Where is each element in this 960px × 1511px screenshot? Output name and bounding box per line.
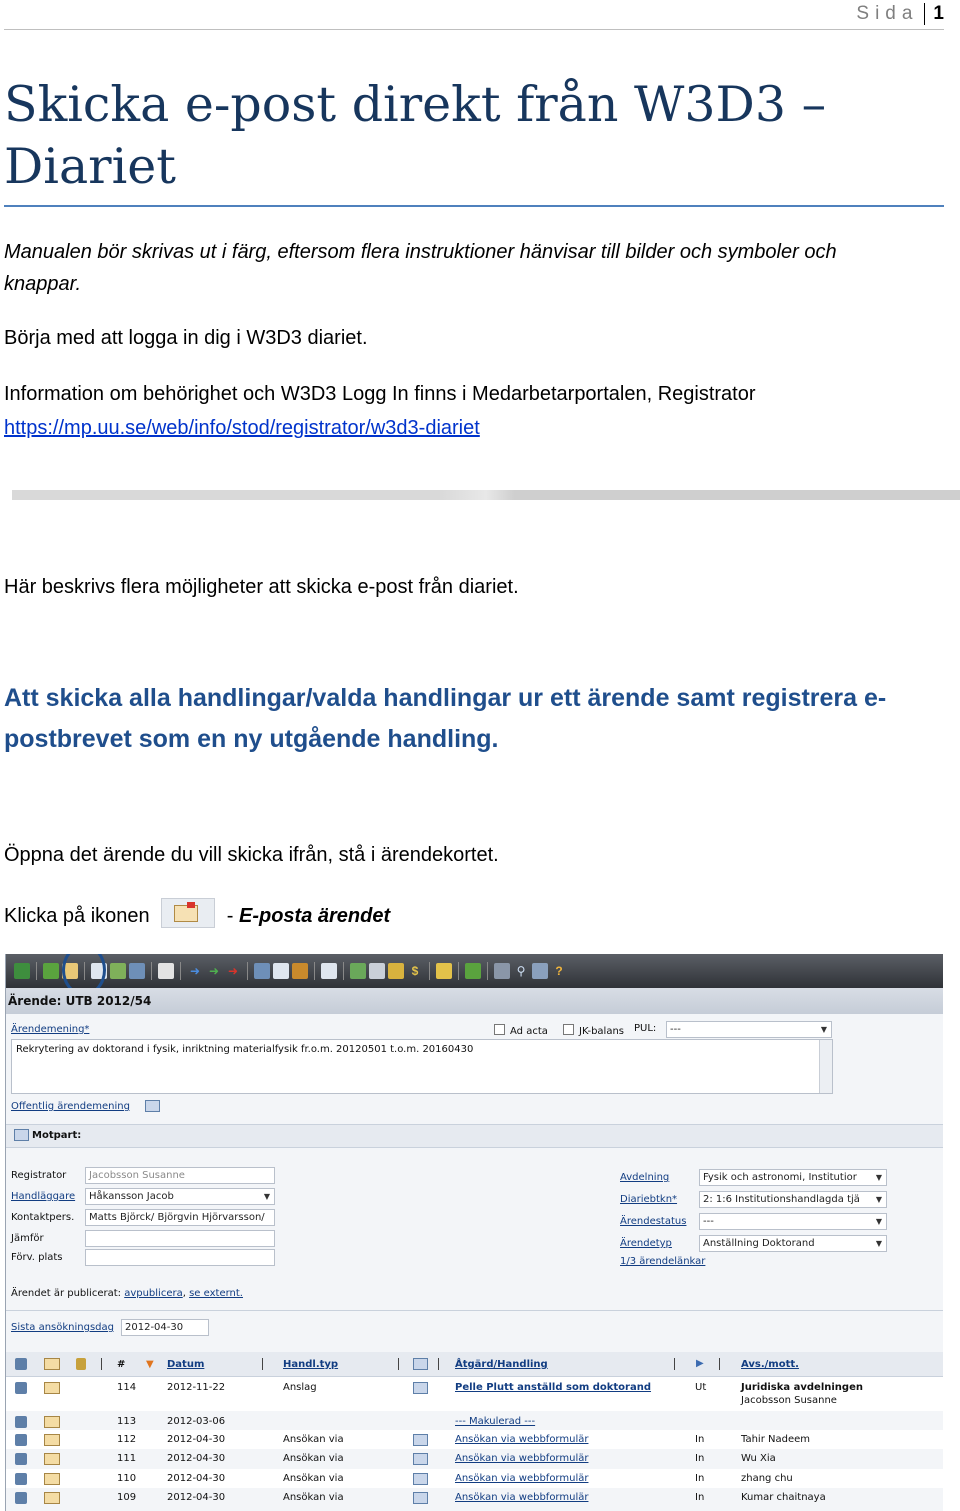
title-underline [4, 205, 944, 207]
arrow-red-icon[interactable]: ➜ [227, 964, 239, 978]
col-datum[interactable]: Datum [167, 1359, 205, 1370]
doc-icon[interactable] [413, 1453, 428, 1465]
cell-datum: 2012-11-22 [167, 1382, 226, 1393]
avdelning-select[interactable]: Fysik och astronomi, Institutior ▼ [699, 1169, 887, 1186]
trash-icon[interactable] [15, 1416, 27, 1428]
cell-datum: 2012-04-30 [167, 1434, 226, 1445]
cell-io: In [695, 1434, 705, 1445]
motpart-label: Motpart: [32, 1130, 82, 1141]
se-externt-link[interactable]: se externt. [189, 1288, 243, 1299]
cell-atgard[interactable]: --- Makulerad --- [455, 1416, 536, 1427]
cell-io: In [695, 1492, 705, 1503]
cell-atgard[interactable]: Ansökan via webbformulär [455, 1473, 589, 1484]
email-case-icon [161, 898, 215, 928]
doc-icon[interactable] [413, 1473, 428, 1485]
mail-icon[interactable] [44, 1492, 60, 1504]
trash-icon[interactable] [15, 1473, 27, 1485]
motpart-icon[interactable] [14, 1129, 29, 1141]
cell-typ: Ansökan via [283, 1453, 344, 1464]
cell-atgard[interactable]: Pelle Plutt anställd som doktorand [455, 1382, 652, 1393]
search-icon[interactable]: ⚲ [516, 964, 526, 978]
section-heading: Att skicka alla handlingar/valda handlingar ur ett ärende samt registrera e-postbrevet som en ny utgående handling. [4, 684, 887, 753]
cell-nr: 112 [117, 1434, 137, 1445]
col-handltyp[interactable]: Handl.typ [283, 1359, 339, 1370]
avdelning-label[interactable]: Avdelning [620, 1172, 670, 1183]
click-dash: - [226, 905, 239, 927]
arendemening-label[interactable]: Ärendemening* [11, 1024, 90, 1035]
table-row[interactable] [6, 1377, 943, 1411]
cell-avs: Kumar chaitnaya [741, 1492, 826, 1503]
copy-icon[interactable] [273, 963, 289, 979]
jk-balans-checkbox[interactable]: JK-balans [563, 1024, 624, 1037]
para-open: Öppna det ärende du vill skicka ifrån, stå i ärendekortet. [4, 844, 499, 866]
settings-icon[interactable] [532, 963, 548, 979]
click-prefix: Klicka på ikonen [4, 905, 150, 927]
ad-acta-checkbox[interactable]: Ad acta [494, 1024, 548, 1037]
cell-nr: 109 [117, 1492, 137, 1503]
arende-title-bar: Ärende: UTB 2012/54 [6, 988, 943, 1014]
offentlig-arendemening-link[interactable]: Offentlig ärendemening [11, 1101, 130, 1112]
diariebtkn-label[interactable]: Diariebtkn* [620, 1194, 678, 1205]
diariebtkn-select[interactable]: 2: 1:6 Institutionshandlagda tjä ▼ [699, 1191, 887, 1208]
motpart-bar [6, 1124, 943, 1148]
document-title: Skicka e-post direkt från W3D3 – Diariet [4, 76, 827, 195]
mail-icon[interactable] [44, 1382, 60, 1394]
table-row[interactable] [6, 1469, 943, 1488]
trash-icon[interactable] [15, 1434, 27, 1446]
cell-nr: 111 [117, 1453, 137, 1464]
arendetyp-select[interactable]: Anställning Doktorand ▼ [699, 1235, 887, 1252]
copy-text-icon[interactable] [145, 1100, 160, 1112]
jamfor-input[interactable] [85, 1230, 275, 1247]
doc-icon[interactable] [413, 1358, 428, 1370]
cell-atgard[interactable]: Ansökan via webbformulär [455, 1453, 589, 1464]
cell-nr: 110 [117, 1473, 137, 1484]
sista-ansokningsdag-input[interactable]: 2012-04-30 [121, 1319, 209, 1336]
w3d3-screenshot [5, 954, 943, 1511]
tools-icon[interactable] [292, 963, 308, 979]
table-row[interactable] [6, 1449, 943, 1468]
folders-icon[interactable] [436, 963, 452, 979]
registrator-input[interactable]: Jacobsson Susanne [85, 1167, 275, 1184]
table-row[interactable] [6, 1430, 943, 1449]
arendetyp-label[interactable]: Ärendetyp [620, 1238, 672, 1249]
cell-avs2: Jacobsson Susanne [741, 1395, 837, 1406]
table-icon[interactable] [321, 963, 337, 979]
avpublicera-link[interactable]: avpublicera [124, 1288, 183, 1299]
save-icon[interactable] [14, 963, 30, 979]
arendemening-textarea[interactable]: Rekrytering av doktorand i fysik, inriktning materialfysik fr.o.m. 20120501 t.o.m. 20160430 [11, 1039, 833, 1094]
users-icon[interactable] [494, 963, 510, 979]
sort-desc-icon[interactable]: ▼ [146, 1359, 154, 1370]
mail-icon[interactable] [44, 1416, 60, 1428]
trash-icon[interactable] [15, 1492, 27, 1504]
arendelankar-link[interactable]: 1/3 ärendelänkar [620, 1256, 706, 1267]
card-icon[interactable] [254, 963, 270, 979]
cell-atgard[interactable]: Ansökan via webbformulär [455, 1434, 589, 1445]
page-header [856, 0, 944, 28]
handlaggare-label[interactable]: Handläggare [11, 1191, 76, 1202]
sista-ansokningsdag-label[interactable]: Sista ansökningsdag [11, 1322, 114, 1333]
dollar-icon[interactable]: $ [411, 964, 419, 978]
header-rule [4, 29, 944, 30]
intro-italic: Manualen bör skrivas ut i färg, eftersom flera instruktioner hänvisar till bilder och symboler och knappar. [4, 241, 837, 295]
cell-atgard[interactable]: Ansökan via webbformulär [455, 1492, 589, 1503]
cell-io: In [695, 1453, 705, 1464]
mail-icon[interactable] [44, 1434, 60, 1446]
document-icon[interactable] [91, 963, 107, 979]
kontaktpers-input[interactable]: Matts Björck/ Björgvin Hjörvarsson/ [85, 1209, 275, 1226]
new-icon[interactable] [43, 963, 59, 979]
cell-typ: Ansökan via [283, 1434, 344, 1445]
page-number: 1 [924, 3, 944, 25]
arendestatus-select[interactable]: --- ▼ [699, 1213, 887, 1230]
arendestatus-label[interactable]: Ärendestatus [620, 1216, 687, 1227]
trash-icon[interactable] [15, 1382, 27, 1394]
list-icon[interactable] [129, 963, 145, 979]
publicerat-text: Ärendet är publicerat: avpublicera, se externt. [11, 1288, 243, 1299]
click-action: E-posta ärendet [239, 905, 391, 927]
table-row[interactable] [6, 1411, 943, 1430]
jamfor-label: Jämför [11, 1233, 44, 1244]
trash-icon[interactable] [15, 1358, 27, 1370]
forv-plats-label: Förv. plats [11, 1252, 63, 1263]
direction-icon[interactable]: ▶ [696, 1358, 704, 1369]
cell-datum: 2012-03-06 [167, 1416, 226, 1427]
cell-nr: 113 [117, 1416, 137, 1427]
grid-header [6, 1352, 943, 1377]
lock-icon[interactable] [388, 963, 404, 979]
click-instruction [4, 898, 390, 932]
page-label: Sida [856, 3, 919, 24]
separator-bar [12, 490, 960, 500]
table-row[interactable] [6, 1488, 943, 1507]
registrator-label: Registrator [11, 1170, 67, 1181]
download-icon[interactable] [350, 963, 366, 979]
para-info: Information om behörighet och W3D3 Logg In finns i Medarbetarportalen, Registrator [4, 383, 756, 405]
trash-icon[interactable] [15, 1453, 27, 1465]
pul-select[interactable]: --- ▼ [666, 1021, 832, 1038]
col-avsmott[interactable]: Avs./mott. [741, 1359, 799, 1370]
doc-icon[interactable] [413, 1492, 428, 1504]
print-icon[interactable] [369, 963, 385, 979]
para-possibilities: Här beskrivs flera möjligheter att skicka e-post från diariet. [4, 576, 519, 598]
cell-datum: 2012-04-30 [167, 1473, 226, 1484]
cell-typ: Ansökan via [283, 1492, 344, 1503]
doc-icon[interactable] [413, 1434, 428, 1446]
cell-datum: 2012-04-30 [167, 1492, 226, 1503]
pul-label: PUL: [634, 1023, 657, 1034]
cell-avs: Tahir Nadeem [741, 1434, 810, 1445]
arrow-forward-icon[interactable]: ➜ [208, 964, 220, 978]
email-case-toolbar-icon[interactable] [62, 963, 78, 979]
mail-icon[interactable] [44, 1473, 60, 1485]
cell-io: Ut [695, 1382, 707, 1393]
para-login: Börja med att logga in dig i W3D3 diariet. [4, 327, 368, 349]
cell-avs: Wu Xia [741, 1453, 776, 1464]
doc-icon[interactable] [413, 1382, 428, 1394]
forv-plats-input[interactable] [85, 1249, 275, 1266]
cell-nr: 114 [117, 1382, 137, 1393]
cell-datum: 2012-04-30 [167, 1453, 226, 1464]
edit-icon[interactable] [110, 963, 126, 979]
col-nr[interactable]: # [117, 1359, 126, 1370]
cell-typ: Anslag [283, 1382, 317, 1393]
cell-avs: zhang chu [741, 1473, 793, 1484]
cell-avs: Juridiska avdelningen [741, 1382, 863, 1393]
notes-icon[interactable] [158, 963, 174, 979]
mail-icon[interactable] [44, 1453, 60, 1465]
mail-icon[interactable] [44, 1358, 60, 1370]
cell-typ: Ansökan via [283, 1473, 344, 1484]
registrator-link[interactable]: https://mp.uu.se/web/info/stod/registrator/w3d3-diariet [4, 417, 480, 439]
lock-icon[interactable] [76, 1358, 86, 1370]
arrow-right-icon[interactable]: ➜ [189, 964, 201, 978]
sync-icon[interactable] [465, 963, 481, 979]
col-atgard[interactable]: Åtgärd/Handling [455, 1359, 548, 1370]
kontaktpers-label: Kontaktpers. [11, 1212, 75, 1223]
w3d3-toolbar [6, 954, 943, 988]
help-icon[interactable]: ? [555, 964, 563, 978]
handlaggare-select[interactable]: Håkansson Jacob ▼ [85, 1188, 275, 1205]
cell-io: In [695, 1473, 705, 1484]
